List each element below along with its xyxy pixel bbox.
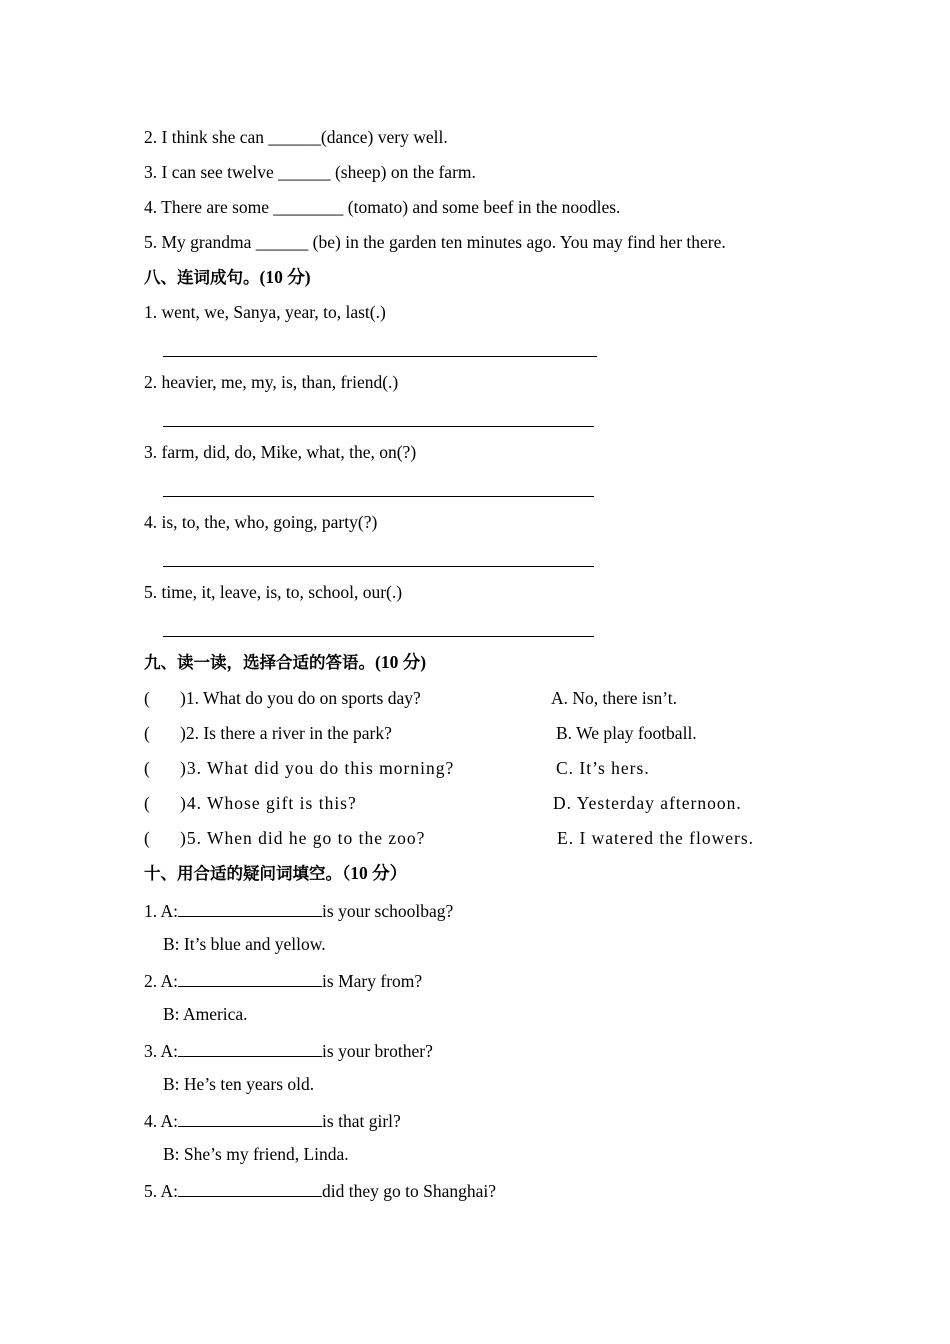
section-9-heading [144,651,426,674]
fill-item-5: 5. My grandma ______ (be) in the garden ten minutes ago. You may find her there. [144,232,726,252]
dialog-1-b: B: It’s blue and yellow. [163,934,326,954]
question-rest: is Mary from? [322,971,423,991]
dialog-4-b: B: She’s my friend, Linda. [163,1144,349,1164]
fill-item-3: 3. I can see twelve ______ (sheep) on the farm. [144,162,476,182]
answer-line-1[interactable] [163,356,597,357]
answer-paren[interactable]: ( [144,688,150,708]
dialog-3-b: B: He’s ten years old. [163,1074,315,1094]
reorder-item-5: 5. time, it, leave, is, to, school, our(.) [144,582,403,602]
answer-line-5[interactable] [163,636,594,637]
reorder-item-1: 1. went, we, Sanya, year, to, last(.) [144,302,386,322]
match-answer-e: E. I watered the flowers. [557,828,755,848]
speaker-a: A: [160,1041,179,1061]
fill-blank[interactable] [178,1038,322,1057]
reorder-item-4: 4. is, to, the, who, going, party(?) [144,512,378,532]
dialog-5-a [144,1178,496,1202]
fill-blank[interactable] [178,968,322,987]
question-rest: is your schoolbag? [322,901,454,921]
dialog-3-a [144,1038,433,1062]
question-text: )3. What did you do this morning? [180,758,455,778]
answer-line-3[interactable] [163,496,594,497]
match-question-5 [144,827,425,849]
match-question-3 [144,757,454,779]
section-10-title: 十、用合适的疑问词填空。（ [144,864,351,883]
match-question-4 [144,792,357,814]
answer-paren[interactable]: ( [144,793,151,813]
dialog-1-a [144,898,453,922]
item-number: 1. [144,901,161,921]
section-8-title: 八、连词成句。 [144,268,260,287]
fill-item-4: 4. There are some ________ (tomato) and some beef in the noodles. [144,197,621,217]
fill-blank[interactable] [178,1178,322,1197]
match-question-2 [144,722,392,744]
fill-blank[interactable] [178,898,322,917]
answer-paren[interactable]: ( [144,758,151,778]
match-answer-d: D. Yesterday afternoon. [553,793,742,813]
dialog-2-b: B: America. [163,1004,248,1024]
dialog-2-a [144,968,422,992]
answer-line-2[interactable] [163,426,594,427]
answer-paren[interactable]: ( [144,828,151,848]
dialog-4-a [144,1108,401,1132]
speaker-a: A: [160,901,179,921]
answer-paren[interactable]: ( [144,723,150,743]
reorder-item-2: 2. heavier, me, my, is, than, friend(.) [144,372,399,392]
section-8-score: (10 分) [259,267,311,287]
answer-line-4[interactable] [163,566,594,567]
fill-item-2: 2. I think she can ______(dance) very well. [144,127,448,147]
section-10-heading [144,862,407,885]
speaker-a: A: [160,1111,179,1131]
section-9-score: (10 分) [375,652,427,672]
section-9-title: 九、读一读，选择合适的答语。 [144,653,375,672]
item-number: 5. [144,1181,161,1201]
question-rest: is that girl? [322,1111,401,1131]
section-8-heading [144,266,311,289]
question-rest: did they go to Shanghai? [322,1181,497,1201]
question-text: )2. Is there a river in the park? [180,723,392,743]
item-number: 4. [144,1111,161,1131]
reorder-item-3: 3. farm, did, do, Mike, what, the, on(?) [144,442,417,462]
question-text: )5. When did he go to the zoo? [180,828,426,848]
item-number: 3. [144,1041,161,1061]
speaker-a: A: [160,1181,179,1201]
match-answer-c: C. It’s hers. [556,758,650,778]
question-rest: is your brother? [322,1041,433,1061]
question-text: )4. Whose gift is this? [180,793,357,813]
match-answer-b: B. We play football. [556,723,697,743]
section-10-score: 10 分） [350,863,408,883]
speaker-a: A: [160,971,179,991]
question-text: )1. What do you do on sports day? [180,688,421,708]
fill-blank[interactable] [178,1108,322,1127]
item-number: 2. [144,971,161,991]
match-answer-a: A. No, there isn’t. [551,688,678,708]
match-question-1 [144,687,421,709]
